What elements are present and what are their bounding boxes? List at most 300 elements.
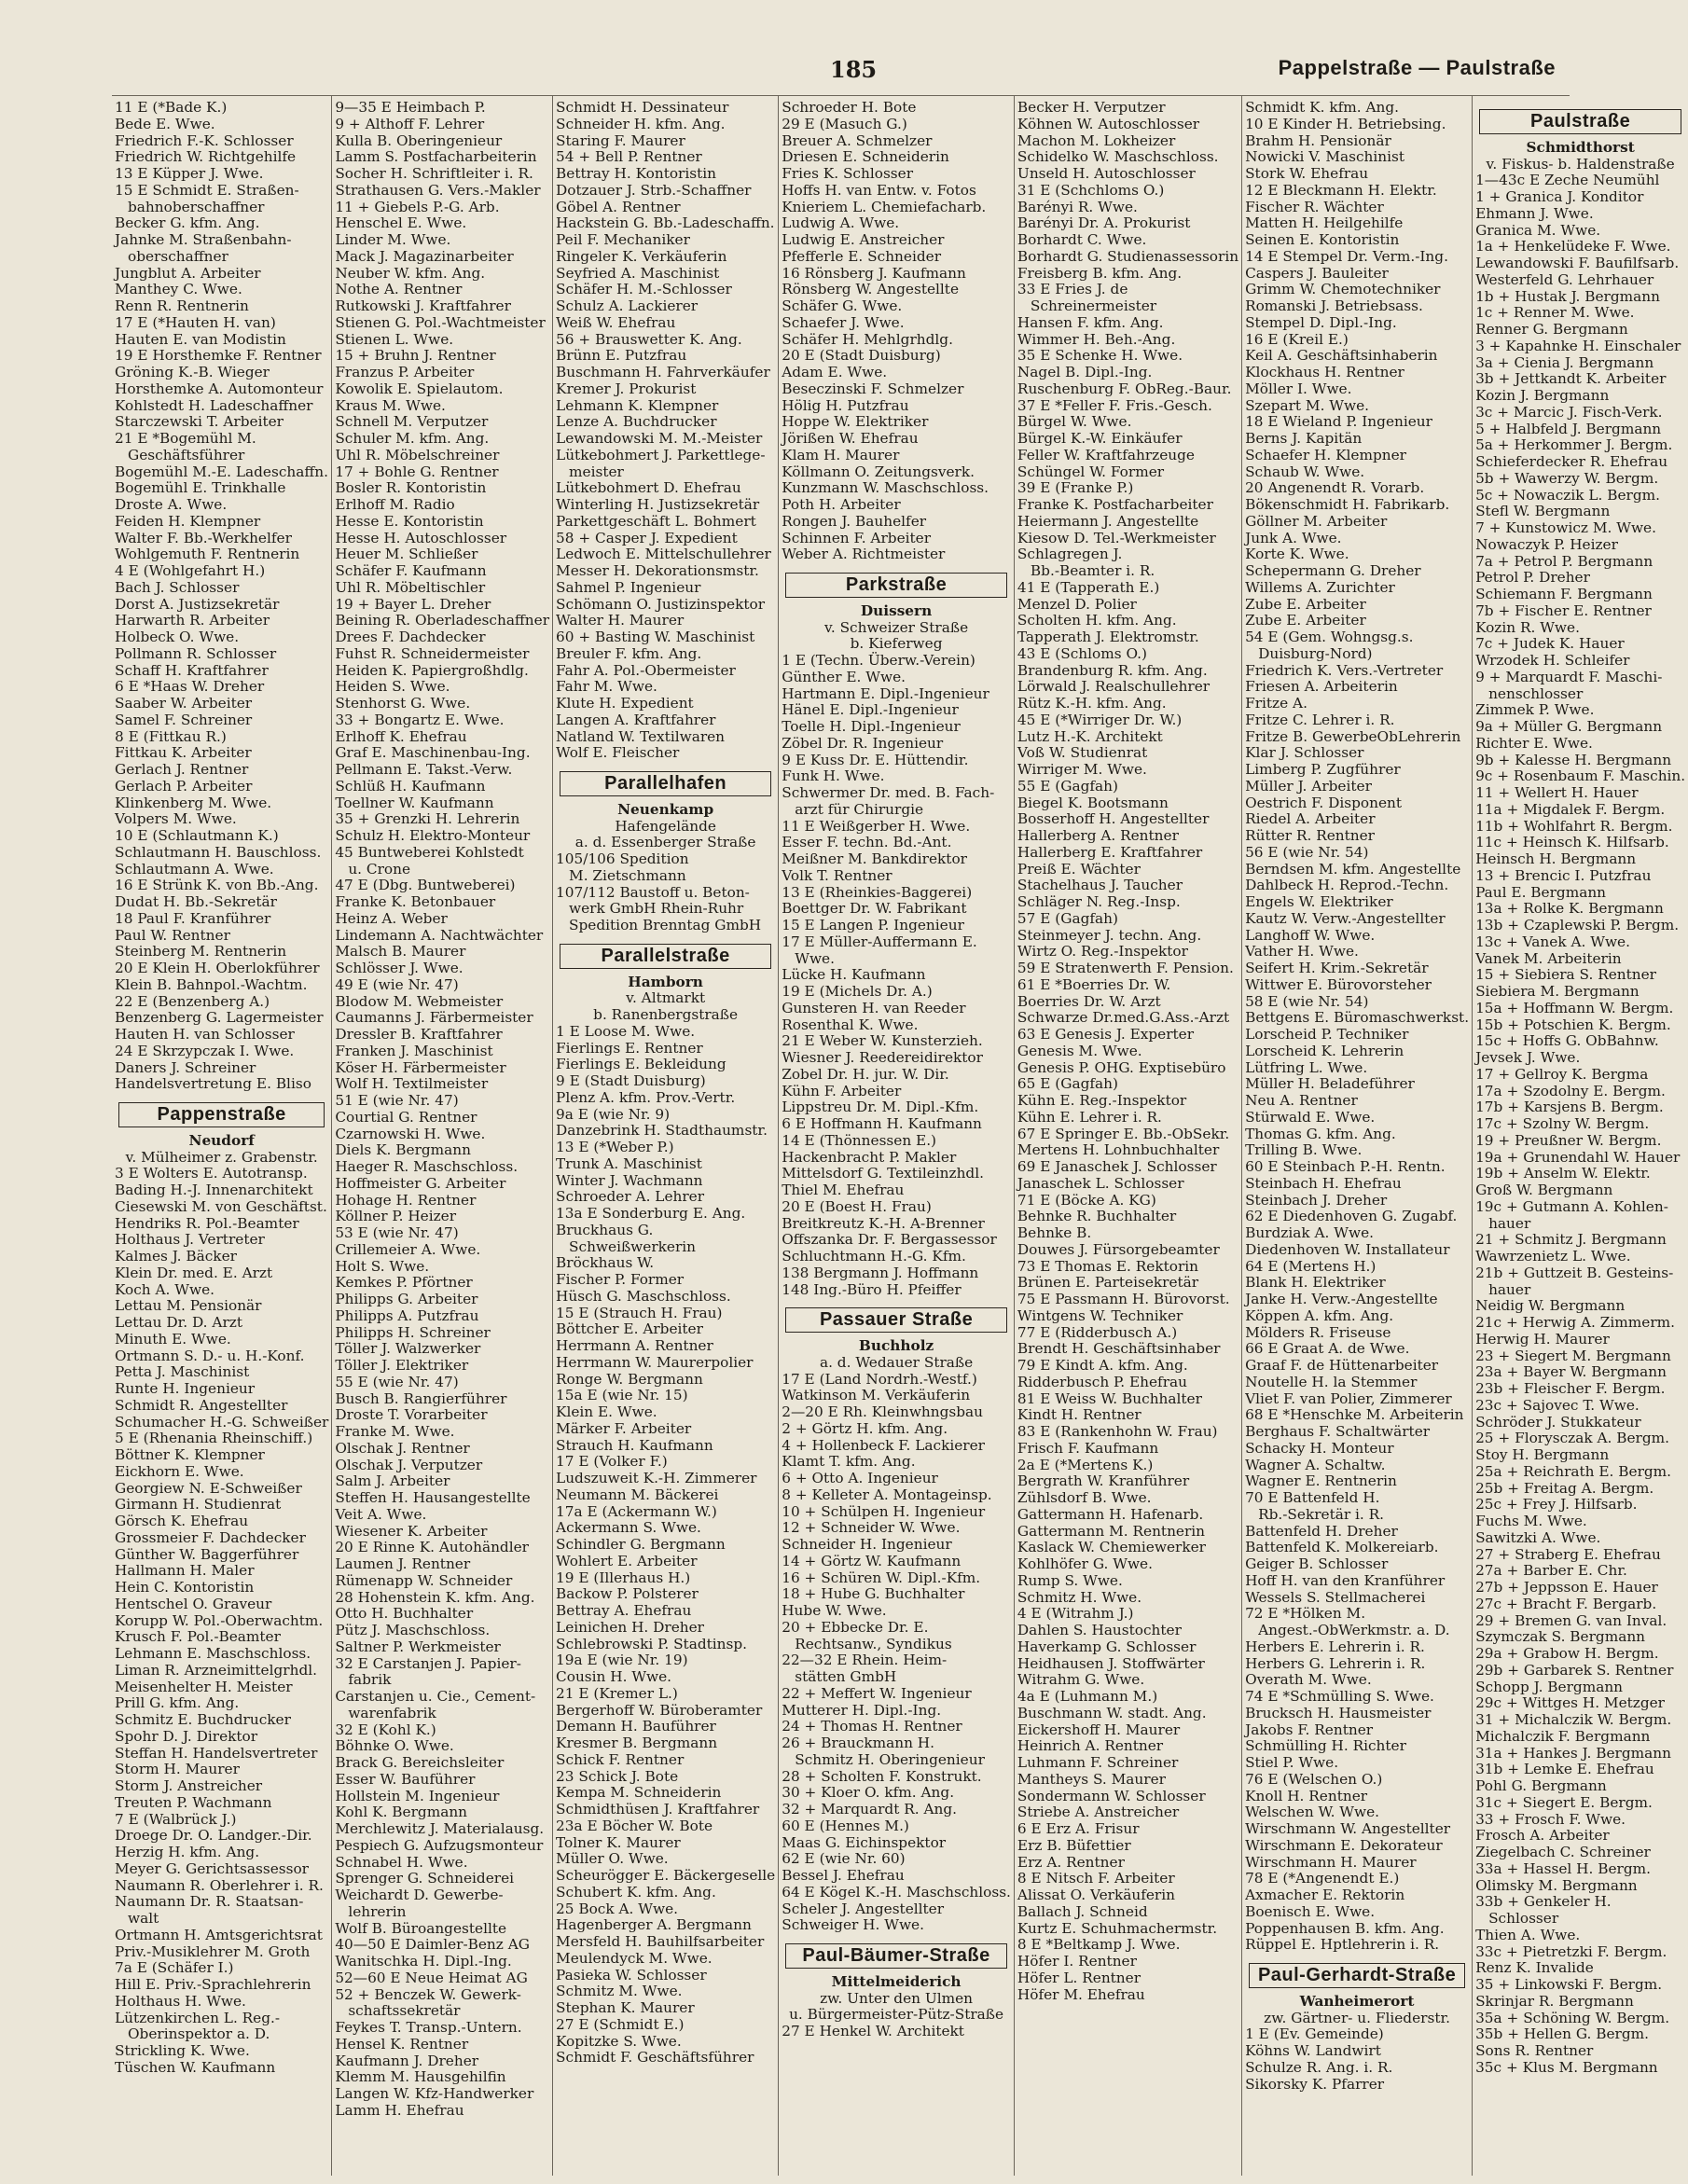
directory-entry: 18 E Wieland P. Ingenieur [1245, 413, 1432, 431]
directory-entry: Sondermann W. Schlosser [1017, 1787, 1206, 1804]
directory-entry: Schacky H. Monteur [1245, 1439, 1394, 1457]
directory-entry: 13c + Vanek A. Wwe. [1475, 933, 1630, 950]
directory-entry: Schaub W. Wwe. [1245, 463, 1365, 480]
directory-entry: 11a + Migdalek F. Bergm. [1475, 800, 1666, 818]
directory-entry: Brahm H. Pensionär [1245, 131, 1391, 149]
directory-entry: Kühn F. Arbeiter [782, 1082, 902, 1099]
directory-entry: Janaschek L. Schlosser [1017, 1174, 1184, 1192]
directory-entry: Matten H. Heilgehilfe [1245, 214, 1404, 232]
directory-entry: Striebe A. Anstreicher [1017, 1804, 1180, 1821]
directory-entry: Bürgel W. Wwe. [1017, 413, 1132, 431]
directory-entry: Watkinson M. Verkäuferin [782, 1387, 971, 1404]
page-header [112, 54, 1567, 86]
directory-entry: Weichardt D. Gewerbe- [335, 1887, 504, 1903]
directory-entry: 4 E (Witrahm J.) [1017, 1605, 1134, 1623]
directory-entry: 15 + Siebiera S. Rentner [1475, 966, 1656, 984]
directory-entry: 13 + Brencic I. Putzfrau [1475, 866, 1652, 884]
directory-entry: 17b + Karsjens B. Bergm. [1475, 1099, 1664, 1116]
directory-entry: Fuhst R. Schneidermeister [335, 644, 530, 662]
directory-entry: 12 E Bleckmann H. Elektr. [1245, 181, 1437, 199]
directory-entry: Thien A. Wwe. [1475, 1926, 1581, 1943]
directory-entry: Priv.-Musiklehrer M. Groth [115, 1942, 311, 1960]
directory-entry: 70 E Battenfeld H. [1245, 1489, 1380, 1506]
directory-entry: Sikorsky K. Pfarrer [1245, 2075, 1385, 2093]
directory-entry: Lütfring L. Wwe. [1245, 1058, 1368, 1076]
directory-entry: Neidig W. Bergmann [1475, 1297, 1626, 1315]
directory-entry: Jahnke M. Straßenbahn- [115, 231, 292, 248]
directory-entry: 1 E (Ev. Gemeinde) [1245, 2025, 1384, 2043]
directory-entry: Bettray A. Ehefrau [556, 1602, 692, 1619]
directory-entry: 19 E (Illerhaus H.) [556, 1569, 691, 1586]
directory-entry: 14 E Stempel Dr. Verm.-Ing. [1245, 247, 1448, 265]
directory-entry: Hoffmeister G. Arbeiter [335, 1174, 506, 1192]
directory-entry: Gerlach P. Arbeiter [115, 777, 253, 795]
directory-entry: Janke H. Verw.-Angestellte [1245, 1291, 1438, 1307]
directory-entry: Seifert H. Krim.-Sekretär [1245, 960, 1429, 976]
directory-entry: 1a + Henkelüdeke F. Wwe. [1475, 238, 1671, 256]
directory-entry: 1—43c E Zeche Neumühl [1475, 172, 1660, 189]
directory-entry: Dahlbeck H. Reprod.-Techn. [1245, 877, 1449, 894]
directory-entry: Brandenburg R. kfm. Ang. [1017, 661, 1208, 679]
directory-entry: Sahmel P. Ingenieur [556, 578, 701, 596]
directory-entry: 21 E (Kremer L.) [556, 1684, 678, 1702]
directory-entry: Stoy H. Bergmann [1475, 1446, 1610, 1463]
directory-entry: 23a E Böcher W. Bote [556, 1817, 713, 1834]
directory-entry: 54 + Bell P. Rentner [556, 148, 702, 166]
directory-entry: Philipps A. Putzfrau [335, 1306, 479, 1324]
directory-entry: Diels K. Bergmann [335, 1141, 472, 1159]
directory-entry: 49 E (wie Nr. 47) [335, 975, 459, 993]
directory-entry: 52—60 E Neue Heimat AG [335, 1969, 528, 1986]
directory-entry: Seyfried A. Maschinist [556, 264, 720, 282]
directory-entry: 29a + Grabow H. Bergm. [1475, 1645, 1659, 1662]
directory-entry: Burdziak A. Wwe. [1245, 1224, 1374, 1241]
directory-entry: Erlhoff M. Radio [335, 496, 455, 513]
directory-entry: 7a + Petrol P. Bergmann [1475, 552, 1653, 570]
directory-entry: Becker G. kfm. Ang. [115, 214, 260, 232]
street-extent: a. d. Essenberger Straße [574, 834, 756, 851]
directory-entry: 27b + Jeppsson E. Hauer [1475, 1579, 1658, 1596]
directory-entry: Schluchtmann H.-G. Kfm. [782, 1248, 966, 1265]
directory-entry: Meißner M. Bankdirektor [782, 850, 967, 867]
directory-entry: Böttner K. Klempner [115, 1446, 265, 1463]
directory-entry: 23c + Sajovec T. Wwe. [1475, 1396, 1640, 1414]
directory-entry: 53 E (wie Nr. 47) [335, 1224, 459, 1241]
directory-entry: Köllner P. Heizer [335, 1208, 457, 1225]
directory-entry: Danzebrink H. Stadthaumstr. [556, 1122, 768, 1140]
directory-entry: Czarnowski H. Wwe. [335, 1125, 486, 1142]
directory-entry: Schläger N. Reg.-Insp. [1017, 893, 1181, 910]
directory-entry: Lettau M. Pensionär [115, 1297, 262, 1315]
directory-entry: Müller J. Arbeiter [1245, 777, 1372, 795]
directory-entry: Stienen L. Wwe. [335, 330, 454, 348]
directory-entry: Borhardt G. Studienassessorin [1017, 247, 1239, 265]
directory-entry: 8 + Kelleter A. Montageinsp. [782, 1486, 992, 1503]
directory-entry: 17 E Müller-Auffermann E. [782, 933, 977, 950]
directory-entry: Naumann Dr. R. Staatsan- [115, 1893, 304, 1911]
directory-entry: Franke K. Betonbauer [335, 893, 496, 910]
directory-entry: Becker H. Verputzer [1017, 99, 1166, 116]
street-heading: Parkstraße [785, 573, 1007, 598]
directory-entry: Heiden S. Wwe. [335, 678, 450, 696]
directory-entry: Kurtz E. Schuhmachermstr. [1017, 1919, 1218, 1937]
directory-entry: 148 Ing.-Büro H. Pfeiffer [782, 1280, 962, 1298]
directory-entry: 11 + Giebels P.-G. Arb. [335, 198, 500, 215]
directory-entry: Kemkes P. Pförtner [335, 1274, 473, 1292]
directory-entry: Langen A. Kraftfahrer [556, 711, 716, 728]
district-name: Mittelmeiderich [831, 1972, 962, 1990]
directory-entry: Driesen E. Schneiderin [782, 148, 949, 166]
directory-entry: Barényi Dr. A. Prokurist [1017, 214, 1191, 232]
directory-entry: Kaslack W. Chemiewerker [1017, 1539, 1206, 1556]
directory-entry: Frosch A. Arbeiter [1475, 1827, 1610, 1845]
directory-entry: Rümenapp W. Schneider [335, 1571, 513, 1589]
directory-entry: 30 + Kloer O. kfm. Ang. [782, 1784, 955, 1802]
directory-entry: Saaber W. Arbeiter [115, 695, 253, 712]
directory-entry: Leinichen H. Dreher [556, 1618, 704, 1636]
directory-entry: Thomas G. kfm. Ang. [1245, 1125, 1396, 1142]
directory-entry: Hagenberger A. Bergmann [556, 1916, 752, 1934]
directory-entry: Geiger B. Schlosser [1245, 1555, 1389, 1572]
directory-entry: Bettray H. Kontoristin [556, 165, 717, 182]
street-extent: v. Schweizer Straße [824, 618, 969, 636]
directory-entry: Langhoff W. Wwe. [1245, 926, 1376, 944]
directory-entry: Harwarth R. Arbeiter [115, 612, 270, 629]
directory-entry: Fittkau K. Arbeiter [115, 744, 252, 762]
directory-entry: Holthaus H. Wwe. [115, 1992, 246, 2010]
directory-entry: Engels W. Elektriker [1245, 893, 1393, 910]
directory-entry: Schmitz H. Wwe. [1017, 1588, 1142, 1606]
street-extent: b. Ranenbergstraße [593, 1006, 739, 1023]
directory-entry: 22—32 E Rhein. Heim- [782, 1652, 948, 1669]
district-name: Neudorf [188, 1131, 255, 1149]
directory-entry: Hentschel O. Graveur [115, 1595, 272, 1612]
directory-entry: 13a E Sonderburg E. Ang. [556, 1205, 746, 1222]
directory-entry: Schmidt K. kfm. Ang. [1245, 99, 1400, 116]
directory-entry: 68 E *Henschke M. Arbeiterin [1245, 1406, 1464, 1424]
directory-entry: 55 E (wie Nr. 47) [335, 1373, 459, 1390]
directory-entry: Stenhorst G. Wwe. [335, 695, 471, 712]
entry-continuation: lehrerin [348, 1902, 407, 1920]
directory-entry: Lütkebohmert J. Parkettlege- [556, 446, 766, 463]
directory-entry: Nagel B. Dipl.-Ing. [1017, 364, 1153, 380]
directory-entry: 17a + Szodolny E. Bergm. [1475, 1082, 1666, 1099]
directory-entry: Wimmer H. Beh.-Ang. [1017, 330, 1176, 348]
directory-entry: 2 + Görtz H. kfm. Ang. [782, 1419, 948, 1437]
street-extent: v. Mülheimer z. Grabenstr. [125, 1148, 318, 1166]
directory-entry: Ehmann J. Wwe. [1475, 204, 1594, 222]
directory-entry: 15a E (wie Nr. 15) [556, 1387, 688, 1404]
directory-entry: Stienen G. Pol.-Wachtmeister [335, 313, 546, 331]
directory-entry: Meulendyck M. Wwe. [556, 1949, 713, 1967]
directory-entry: 31b + Lemke E. Ehefrau [1475, 1761, 1654, 1778]
district-name: Duissern [860, 601, 933, 619]
directory-entry: Friedrich W. Richtgehilfe [115, 148, 297, 166]
directory-entry: 9c + Rosenbaum F. Maschin. [1475, 767, 1686, 785]
directory-entry: Nowicki V. Maschinist [1245, 148, 1405, 166]
directory-entry: Breuer A. Schmelzer [782, 131, 933, 149]
directory-entry: Haeger R. Maschschloss. [335, 1158, 519, 1175]
directory-entry: Manthey C. Wwe. [115, 281, 242, 298]
directory-entry: Ortmann S. D.- u. H.-Konf. [115, 1347, 305, 1364]
street-extent: a. d. Wedauer Straße [819, 1353, 974, 1371]
directory-entry: Fritze A. [1245, 695, 1308, 712]
directory-entry: 14 + Görtz W. Kaufmann [782, 1552, 962, 1569]
directory-entry: Stürwald E. Wwe. [1245, 1108, 1376, 1126]
directory-entry: 27 + Straberg E. Ehefrau [1475, 1545, 1661, 1563]
directory-entry: Köppen A. kfm. Ang. [1245, 1306, 1394, 1324]
directory-entry: Schmitz M. Wwe. [556, 1983, 683, 2000]
directory-entry: 28 Hohenstein K. kfm. Ang. [335, 1588, 535, 1606]
directory-entry: Schulz H. Elektro-Monteur [335, 827, 531, 844]
directory-entry: 6 E Hoffmann H. Kaufmann [782, 1115, 982, 1132]
directory-entry: Köser H. Färbermeister [335, 1058, 506, 1076]
directory-entry: Volk T. Rentner [782, 866, 892, 884]
entry-continuation: Oberinspektor a. D. [128, 2025, 270, 2043]
directory-entry: Fischer R. Wächter [1245, 198, 1384, 215]
directory-entry: Willems A. Zurichter [1245, 578, 1395, 596]
directory-entry: 32 E Carstanjen J. Papier- [335, 1654, 521, 1672]
directory-entry: Wirriger M. Wwe. [1017, 761, 1147, 778]
directory-entry: Kiesow D. Tel.-Werkmeister [1017, 529, 1216, 546]
directory-entry: 52 + Benczek W. Gewerk- [335, 1985, 521, 2003]
entry-continuation: Angest.-ObWerkmstr. a. D. [1258, 1622, 1450, 1638]
directory-columns [112, 95, 1686, 2176]
directory-entry: Fierlings E. Rentner [556, 1039, 703, 1057]
directory-entry: Mutterer H. Dipl.-Ing. [782, 1701, 942, 1719]
directory-entry: Töller J. Walzwerker [335, 1340, 481, 1358]
entry-continuation: Schmitz H. Oberingenieur [795, 1750, 985, 1768]
directory-entry: Droege Dr. O. Landger.-Dir. [115, 1827, 312, 1845]
directory-entry: 27 E (Schmidt E.) [556, 2015, 685, 2033]
directory-entry: Richter E. Wwe. [1475, 734, 1593, 752]
directory-entry: Keil A. Geschäftsinhaberin [1245, 347, 1438, 365]
directory-entry: Köhns W. Landwirt [1245, 2042, 1381, 2059]
directory-entry: Michalczik F. Bergmann [1475, 1727, 1651, 1745]
directory-entry: Feller W. Kraftfahrzeuge [1017, 446, 1195, 463]
directory-entry: Boettger Dr. W. Fabrikant [782, 900, 967, 918]
directory-entry: 21 E *Bogemühl M. [115, 430, 256, 447]
directory-entry: Kozin J. Bergmann [1475, 387, 1610, 404]
directory-entry: Lenze A. Buchdrucker [556, 413, 717, 431]
directory-entry: Laumen J. Rentner [335, 1555, 471, 1572]
directory-entry: Wirschmann W. Angestellter [1245, 1820, 1451, 1837]
directory-entry: Hauten E. van Modistin [115, 330, 286, 348]
directory-entry: 11b + Wohlfahrt R. Bergm. [1475, 817, 1673, 835]
entry-continuation: u. Crone [348, 860, 411, 878]
directory-entry: Sprenger G. Schneiderei [335, 1870, 515, 1887]
directory-entry: Scheurögger E. Bäckergeselle [556, 1867, 776, 1884]
directory-entry: Olschak J. Verputzer [335, 1456, 483, 1473]
directory-entry: Toelle H. Dipl.-Ingenieur [782, 718, 961, 735]
directory-entry: Adam E. Wwe. [782, 364, 888, 380]
directory-entry: Genesis M. Wwe. [1017, 1042, 1142, 1059]
directory-entry: Gattermann H. Hafenarb. [1017, 1505, 1204, 1523]
directory-entry: Holthaus J. Vertreter [115, 1231, 265, 1249]
directory-entry: Graf E. Maschinenbau-Ing. [335, 744, 531, 762]
entry-continuation: oberschaffner [128, 247, 228, 265]
directory-entry: Pasieka W. Schlosser [556, 1966, 707, 1984]
directory-entry: Klute H. Expedient [556, 695, 694, 712]
directory-entry: 33 E Fries J. de [1017, 281, 1128, 298]
directory-entry: 9 E (Stadt Duisburg) [556, 1072, 706, 1089]
entry-continuation: Schlosser [1488, 1910, 1559, 1927]
directory-entry: 19 + Bayer L. Dreher [335, 595, 491, 613]
directory-entry: Strauch H. Kaufmann [556, 1436, 713, 1454]
directory-entry: Schnabel H. Wwe. [335, 1853, 468, 1871]
directory-entry: Zube E. Arbeiter [1245, 595, 1366, 613]
directory-entry: Schulz A. Lackierer [556, 297, 699, 314]
directory-entry: Borhardt C. Wwe. [1017, 231, 1147, 248]
directory-entry: Graaf F. de Hüttenarbeiter [1245, 1357, 1439, 1374]
directory-entry: Bürgel K.-W. Einkäufer [1017, 430, 1183, 447]
directory-entry: Crillemeier A. Wwe. [335, 1240, 481, 1258]
directory-entry: Hensel K. Rentner [335, 2035, 469, 2053]
directory-entry: Witrahm G. Wwe. [1017, 1671, 1145, 1689]
street-extent: u. Bürgermeister-Pütz-Straße [789, 2006, 1004, 2024]
directory-entry: 13b + Czaplewski P. Bergm. [1475, 917, 1680, 933]
directory-entry: 19a + Grunendahl W. Hauer [1475, 1148, 1681, 1166]
directory-entry: Storm H. Maurer [115, 1761, 240, 1778]
directory-entry: Lehmann E. Maschschloss. [115, 1645, 311, 1662]
directory-entry: Schnell M. Verputzer [335, 413, 489, 431]
directory-entry: 21 E Weber W. Kunsterzieh. [782, 1032, 983, 1050]
directory-entry: Schuler M. kfm. Ang. [335, 430, 490, 447]
directory-entry: Saltner P. Werkmeister [335, 1638, 501, 1655]
directory-entry: Schaff H. Kraftfahrer [115, 661, 269, 679]
directory-entry: Ledwoch E. Mittelschullehrer [556, 546, 771, 563]
directory-entry: Bröckhaus W. [556, 1254, 655, 1272]
directory-entry: Socher H. Schriftleiter i. R. [335, 165, 533, 182]
directory-entry: 81 E Weiss W. Buchhalter [1017, 1389, 1202, 1407]
directory-entry: Hohage H. Rentner [335, 1191, 477, 1209]
directory-entry: Kohl K. Bergmann [335, 1804, 468, 1821]
directory-entry: Meisenhelter H. Meister [115, 1678, 293, 1695]
directory-entry: Fischer P. Former [556, 1271, 685, 1288]
directory-entry: Paul E. Bergmann [1475, 883, 1607, 901]
directory-entry: Tüschen W. Kaufmann [115, 2058, 276, 2076]
directory-entry: Stork W. Ehefrau [1245, 165, 1369, 182]
directory-entry: Langen W. Kfz-Handwerker [335, 2085, 534, 2102]
directory-entry: Machon M. Lokheizer [1017, 131, 1176, 149]
directory-entry: 27a + Barber E. Chr. [1475, 1562, 1627, 1580]
directory-entry: Ortmann H. Amtsgerichtsrat [115, 1926, 323, 1943]
directory-entry: 26 + Brauckmann H. [782, 1735, 934, 1751]
directory-entry: Buschmann H. Fahrverkäufer [556, 364, 770, 380]
directory-entry: 11 E (*Bade K.) [115, 99, 228, 116]
directory-entry: Pfefferle E. Schneider [782, 247, 942, 265]
directory-entry: Pellmann E. Takst.-Verw. [335, 761, 513, 778]
directory-entry: Klinkenberg M. Wwe. [115, 794, 272, 811]
directory-entry: Zimmek P. Wwe. [1475, 701, 1595, 719]
directory-entry: Wiesner J. Reedereidirektor [782, 1049, 983, 1066]
directory-entry: Hallmann H. Maler [115, 1562, 255, 1580]
directory-entry: 35 + Grenzki H. Lehrerin [335, 810, 520, 828]
directory-entry: 1 E (Techn. Überw.-Verein) [782, 652, 975, 669]
directory-entry: 1 E Loose M. Wwe. [556, 1022, 696, 1040]
directory-entry: Blodow M. Webmeister [335, 992, 504, 1010]
directory-entry: Caumanns J. Färbermeister [335, 1009, 533, 1027]
directory-entry: Krusch F. Pol.-Beamter [115, 1628, 281, 1646]
directory-entry: 10 E Kinder H. Betriebsing. [1245, 115, 1446, 132]
column-4 [779, 96, 1015, 2176]
directory-entry: Renn R. Rentnerin [115, 297, 249, 314]
district-name: Neuenkamp [617, 800, 714, 818]
directory-entry: Herwig H. Maurer [1475, 1330, 1610, 1348]
directory-entry: 47 E (Dbg. Buntweberei) [335, 877, 516, 894]
directory-entry: Menzel D. Polier [1017, 595, 1137, 613]
directory-entry: Dressler B. Kraftfahrer [335, 1026, 503, 1043]
directory-entry: 23 + Siegert M. Bergmann [1475, 1347, 1671, 1364]
directory-entry: Blank H. Elektriker [1245, 1274, 1386, 1292]
column-6 [1242, 96, 1473, 2176]
directory-entry: 3a + Cienia J. Bergmann [1475, 353, 1654, 371]
directory-entry: 40—50 E Daimler-Benz AG [335, 1936, 530, 1954]
directory-entry: Bökenschmidt H. Fabrikarb. [1245, 496, 1450, 513]
directory-entry: Skrinjar R. Bergmann [1475, 1992, 1634, 2010]
directory-entry: 10 + Schülpen H. Ingenieur [782, 1502, 986, 1520]
directory-entry: Poppenhausen B. kfm. Ang. [1245, 1919, 1445, 1937]
directory-entry: Siebiera M. Bergmann [1475, 983, 1640, 1000]
directory-entry: Naumann R. Oberlehrer i. R. [115, 1876, 324, 1894]
directory-entry: Runte H. Ingenieur [115, 1380, 256, 1397]
directory-entry: Kunzmann W. Maschschloss. [782, 479, 989, 497]
directory-entry: Kautz W. Verw.-Angestellter [1245, 909, 1446, 927]
directory-entry: Franken J. Maschinist [335, 1042, 493, 1059]
directory-entry: Walter F. Bb.-Werkhelfer [115, 529, 292, 546]
directory-entry: Bach J. Schlosser [115, 578, 240, 596]
directory-entry: Oestrich F. Disponent [1245, 794, 1403, 811]
directory-entry: 35a + Schöning W. Bergm. [1475, 2009, 1670, 2026]
directory-entry: 7c + Judek K. Hauer [1475, 635, 1625, 653]
directory-entry: Schlüß H. Kaufmann [335, 777, 486, 795]
directory-entry: Schopp J. Bergmann [1475, 1678, 1624, 1695]
directory-entry: Mack J. Magazinarbeiter [335, 247, 514, 265]
street-heading: Pappenstraße [118, 1102, 325, 1127]
directory-entry: Günther W. Baggerführer [115, 1545, 299, 1563]
directory-entry: Wintgens W. Techniker [1017, 1306, 1183, 1324]
directory-entry: Grimm W. Chemotechniker [1245, 281, 1441, 298]
directory-entry: 77 E (Ridderbusch A.) [1017, 1323, 1178, 1341]
directory-entry: 33 + Frosch F. Wwe. [1475, 1810, 1626, 1828]
directory-entry: Rosenthal K. Wwe. [782, 1016, 919, 1033]
directory-entry: Fahr A. Pol.-Obermeister [556, 661, 736, 679]
directory-entry: Freisberg B. kfm. Ang. [1017, 264, 1183, 282]
directory-entry: 57 E (Gagfah) [1017, 909, 1118, 927]
directory-entry: Beseczinski F. Schmelzer [782, 380, 964, 397]
directory-entry: Douwes J. Fürsorgebeamter [1017, 1240, 1220, 1258]
directory-entry: 58 + Casper J. Expedient [556, 529, 738, 546]
directory-entry: Friedrich F.-K. Schlosser [115, 131, 294, 149]
directory-entry: Herrmann W. Maurerpolier [556, 1353, 754, 1371]
directory-entry: Kühn E. Lehrer i. R. [1017, 1108, 1162, 1126]
directory-entry: Meyer G. Gerichtsassessor [115, 1859, 309, 1877]
directory-entry: Wagner E. Rentnerin [1245, 1472, 1397, 1490]
directory-entry: Hartmann E. Dipl.-Ingenieur [782, 684, 989, 702]
directory-entry: Schidelko W. Maschschloss. [1017, 148, 1219, 166]
directory-entry: 7 E (Walbrück J.) [115, 1810, 237, 1828]
entry-continuation: Spedition Brenntag GmbH [569, 917, 762, 933]
district-name: Buchholz [858, 1337, 934, 1354]
directory-entry: Ballach J. Schneid [1017, 1902, 1148, 1920]
directory-entry: 11c + Heinsch K. Hilfsarb. [1475, 834, 1669, 851]
directory-entry: Malsch B. Maurer [335, 943, 466, 961]
page-number: 185 [830, 56, 878, 83]
entry-continuation: schaftssekretär [348, 2002, 461, 2020]
directory-entry: Stempel D. Dipl.-Ing. [1245, 313, 1397, 331]
directory-entry: Rönsberg W. Angestellte [782, 281, 960, 298]
directory-entry: 1b + Hustak J. Bergmann [1475, 287, 1660, 305]
